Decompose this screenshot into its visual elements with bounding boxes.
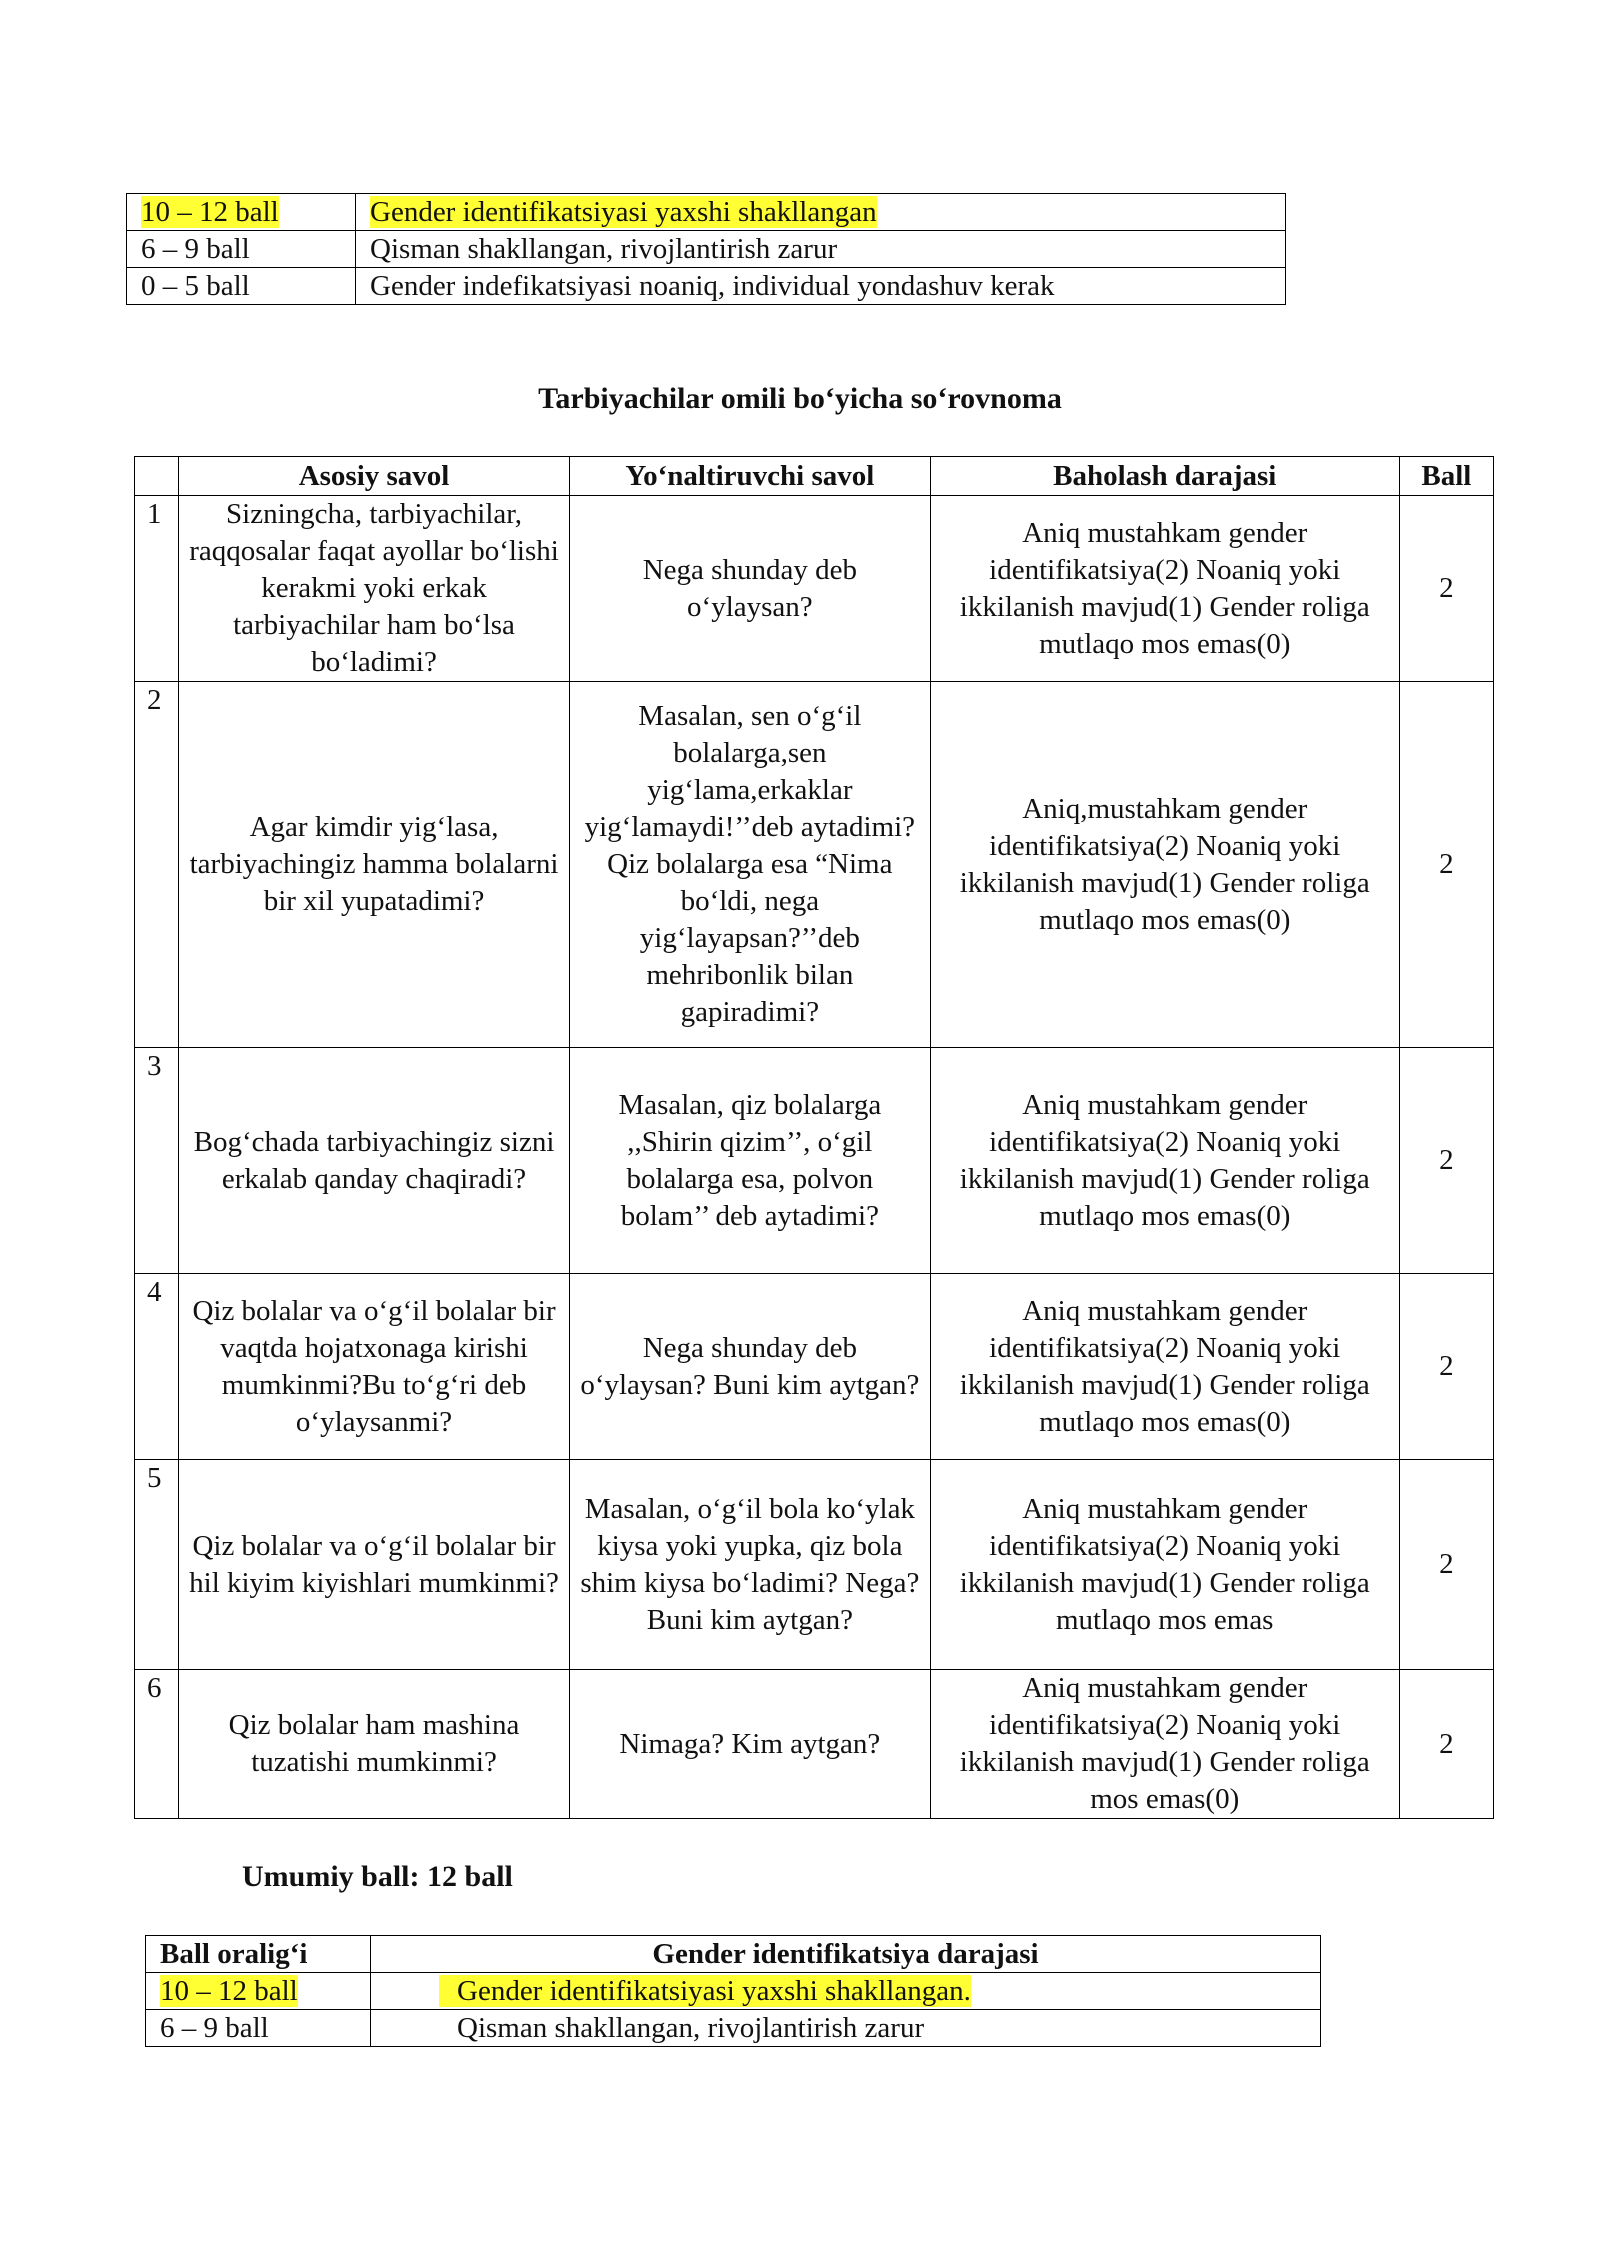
assessment-cell: Aniq,mustahkam gender identifikatsiya(2) Noaniq yoki ikkilanish mavjud(1) Gender roliga mutlaqo mos emas(0)	[930, 682, 1399, 1048]
header-level: Gender identifikatsiya darajasi	[371, 1936, 1321, 1973]
row-number: 4	[135, 1274, 179, 1460]
score-cell: 2	[1399, 1048, 1493, 1274]
main-question-cell: Qiz bolalar va o‘g‘il bolalar bir vaqtda hojatxonaga kirishi mumkinmi?Bu to‘g‘ri deb o‘ylaysanmi?	[179, 1274, 570, 1460]
range-cell: 0 – 5 ball	[127, 268, 356, 305]
header-main-question: Asosiy savol	[179, 457, 570, 496]
score-scale-table-bottom	[145, 1935, 1321, 2047]
table-row	[135, 496, 1494, 682]
survey-title-text: Tarbiyachilar omili bo‘yicha so‘rovnoma	[538, 382, 1062, 415]
table-row	[127, 194, 1286, 231]
score-cell: 2	[1399, 1274, 1493, 1460]
header-range: Ball oralig‘i	[146, 1936, 371, 1973]
main-question-cell: Bog‘chada tarbiyachingiz sizni erkalab qanday chaqiradi?	[179, 1048, 570, 1274]
highlighted-text: 10 – 12 ball	[141, 196, 279, 228]
highlighted-text: Gender identifikatsiyasi yaxshi shakllangan.	[439, 1975, 971, 2007]
table-row	[135, 682, 1494, 1048]
range-cell: 6 – 9 ball	[127, 231, 356, 268]
table-row	[135, 1274, 1494, 1460]
main-question-cell: Qiz bolalar ham mashina tuzatishi mumkinmi?	[179, 1670, 570, 1819]
header-guiding-question: Yo‘naltiruvchi savol	[569, 457, 930, 496]
main-question-cell: Qiz bolalar va o‘g‘il bolalar bir hil kiyim kiyishlari mumkinmi?	[179, 1460, 570, 1670]
guiding-question-cell: Masalan, o‘g‘il bola ko‘ylak kiysa yoki yupka, qiz bola shim kiysa bo‘ladimi? Nega? Buni kim aytgan?	[569, 1460, 930, 1670]
range-cell: 6 – 9 ball	[146, 2010, 371, 2047]
range-cell	[127, 194, 356, 231]
score-cell: 2	[1399, 682, 1493, 1048]
level-cell: Qisman shakllangan, rivojlantirish zarur	[371, 2010, 1321, 2047]
assessment-cell: Aniq mustahkam gender identifikatsiya(2) Noaniq yoki ikkilanish mavjud(1) Gender roliga mutlaqo mos emas(0)	[930, 496, 1399, 682]
header-num	[135, 457, 179, 496]
table-row	[135, 1048, 1494, 1274]
level-cell	[371, 1973, 1321, 2010]
score-cell: 2	[1399, 1460, 1493, 1670]
assessment-cell: Aniq mustahkam gender identifikatsiya(2) Noaniq yoki ikkilanish mavjud(1) Gender roliga mos emas(0)	[930, 1670, 1399, 1819]
description-cell: Gender indefikatsiyasi noaniq, individual yondashuv kerak	[356, 268, 1286, 305]
total-score: Umumiy ball: 12 ball	[242, 1860, 513, 1893]
table-row	[127, 268, 1286, 305]
description-cell: Qisman shakllangan, rivojlantirish zarur	[356, 231, 1286, 268]
description-cell	[356, 194, 1286, 231]
survey-table	[134, 456, 1494, 1819]
table-row	[146, 1973, 1321, 2010]
score-scale-table-top	[126, 193, 1286, 305]
header-assessment: Baholash darajasi	[930, 457, 1399, 496]
main-question-cell: Sizningcha, tarbiyachilar, raqqosalar faqat ayollar bo‘lishi kerakmi yoki erkak tarbiyachilar ham bo‘lsa bo‘ladimi?	[179, 496, 570, 682]
row-number: 2	[135, 682, 179, 1048]
row-number: 6	[135, 1670, 179, 1819]
main-question-cell: Agar kimdir yig‘lasa, tarbiyachingiz hamma bolalarni bir xil yupatadimi?	[179, 682, 570, 1048]
score-cell: 2	[1399, 1670, 1493, 1819]
header-score: Ball	[1399, 457, 1493, 496]
guiding-question-cell: Nimaga? Kim aytgan?	[569, 1670, 930, 1819]
table-row	[135, 1670, 1494, 1819]
highlighted-text: Gender identifikatsiyasi yaxshi shakllangan	[370, 196, 877, 228]
table-row	[135, 1460, 1494, 1670]
range-cell	[146, 1973, 371, 2010]
row-number: 5	[135, 1460, 179, 1670]
row-number: 3	[135, 1048, 179, 1274]
score-cell: 2	[1399, 496, 1493, 682]
row-number: 1	[135, 496, 179, 682]
table-header-row	[135, 457, 1494, 496]
table-header-row	[146, 1936, 1321, 1973]
guiding-question-cell: Nega shunday deb o‘ylaysan? Buni kim aytgan?	[569, 1274, 930, 1460]
table-row	[127, 231, 1286, 268]
assessment-cell: Aniq mustahkam gender identifikatsiya(2) Noaniq yoki ikkilanish mavjud(1) Gender roliga mutlaqo mos emas(0)	[930, 1274, 1399, 1460]
highlighted-text: 10 – 12 ball	[160, 1975, 298, 2007]
guiding-question-cell: Masalan, sen o‘g‘il bolalarga,sen yig‘lama,erkaklar yig‘lamaydi!’’deb aytadimi? Qiz bolalarga esa “Nima bo‘ldi, nega yig‘layapsan?’’deb mehribonlik bilan gapiradimi?	[569, 682, 930, 1048]
assessment-cell: Aniq mustahkam gender identifikatsiya(2) Noaniq yoki ikkilanish mavjud(1) Gender roliga mutlaqo mos emas	[930, 1460, 1399, 1670]
guiding-question-cell: Nega shunday deb o‘ylaysan?	[569, 496, 930, 682]
survey-title	[0, 382, 1600, 416]
table-row	[146, 2010, 1321, 2047]
assessment-cell: Aniq mustahkam gender identifikatsiya(2) Noaniq yoki ikkilanish mavjud(1) Gender roliga mutlaqo mos emas(0)	[930, 1048, 1399, 1274]
guiding-question-cell: Masalan, qiz bolalarga ,,Shirin qizim’’, o‘gil bolalarga esa, polvon bolam’’ deb aytadimi?	[569, 1048, 930, 1274]
